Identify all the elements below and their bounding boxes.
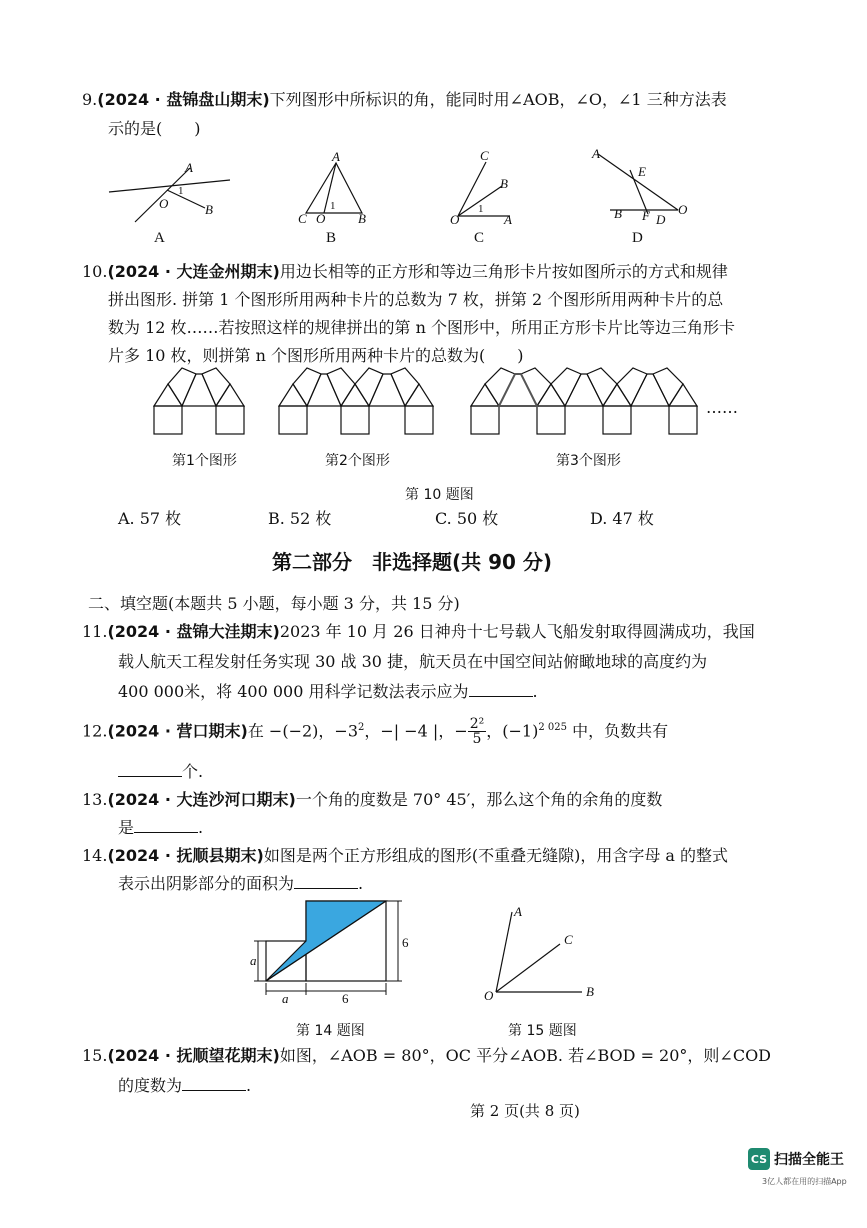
q12-answer-blank[interactable]: [118, 760, 182, 777]
svg-text:F: F: [642, 208, 650, 223]
svg-text:A: A: [504, 212, 512, 227]
section-heading: 二、填空题(本题共 5 小题，每小题 3 分，共 15 分): [88, 594, 460, 613]
q11-line1: 11.(2024 · 盘锦大洼期末)2023 年 10 月 26 日神舟十七号载人飞船发射取得圆满成功，我国: [82, 622, 755, 641]
q10-choice-c: C. 50 枚: [435, 509, 499, 528]
q11-line2: 载人航天工程发射任务实现 30 战 30 捷，航天员在中国空间站俯瞰地球的高度约为: [118, 652, 708, 671]
q13-answer-blank[interactable]: [134, 816, 198, 833]
svg-text:A: A: [332, 149, 340, 164]
q15-answer-blank[interactable]: [182, 1074, 246, 1091]
q15-label-A: A: [514, 904, 522, 919]
scanner-logo-icon: CS: [748, 1148, 770, 1170]
q9-option-d: D: [632, 230, 643, 246]
q14-line1: 14.(2024 · 抚顺县期末)如图是两个正方形组成的图形(不重叠无缝隙)，用含字母 a 的整式: [82, 846, 729, 865]
q10-figure-2: [275, 370, 440, 436]
q15-line2: 的度数为 .: [118, 1076, 252, 1095]
svg-text:B: B: [358, 211, 366, 226]
svg-text:E: E: [638, 164, 646, 179]
q12-fraction: $\frac{\text{2²}}{5}$: [469, 716, 485, 748]
q11-answer-blank[interactable]: [469, 680, 533, 697]
q10-figure-3: [467, 370, 707, 436]
svg-text:C: C: [480, 148, 489, 163]
q12-line1: 12.(2024 · 营口期末)在 −(−2)，$-3^2$，−| −4 |，− $\frac{\text{2²}}{5}$ ，$(-1)^{2 025}$ 中，负数共有: [82, 716, 669, 748]
svg-text:C: C: [298, 211, 307, 226]
q10-choice-d: D. 47 枚: [590, 509, 654, 528]
q10-fig2-label: 第2个图形: [325, 453, 390, 469]
svg-text:O: O: [450, 212, 460, 227]
q10-choice-a: A. 57 枚: [118, 509, 182, 528]
q15-label-C: C: [564, 932, 573, 947]
q13-line2: 是 .: [118, 818, 204, 837]
scanner-tagline: 3亿人都在用的扫描App: [762, 1177, 847, 1186]
q10-fig-caption: 第 10 题图: [405, 487, 474, 503]
svg-text:D: D: [656, 212, 666, 227]
q13-line1: 13.(2024 · 大连沙河口期末)一个角的度数是 70° 45′，那么这个角的余角的度数: [82, 790, 663, 809]
q10-ellipsis: ……: [706, 398, 738, 417]
svg-text:O: O: [316, 211, 326, 226]
svg-text:1: 1: [178, 185, 184, 197]
q9-figure-b: [298, 149, 378, 226]
svg-text:B: B: [205, 202, 213, 217]
q10-choice-b: B. 52 枚: [268, 509, 332, 528]
q11-line3: 400 000米，将 400 000 用科学记数法表示应为 .: [118, 682, 538, 701]
part2-title: 第二部分 非选择题(共 90 分): [272, 550, 553, 574]
scanner-brand: 扫描全能王: [774, 1152, 844, 1168]
svg-text:O: O: [159, 196, 169, 211]
q9-figure-d: [590, 148, 700, 228]
q12-line2: 个.: [118, 758, 203, 786]
q14-label-a-left: a: [250, 953, 257, 968]
svg-text:O: O: [678, 202, 688, 217]
q10-fig1-label: 第1个图形: [172, 453, 237, 469]
q15-fig-caption: 第 15 题图: [508, 1023, 577, 1039]
q10-line2: 拼出图形. 拼第 1 个图形所用两种卡片的总数为 7 枚，拼第 2 个图形所用两种卡片的总: [108, 290, 724, 309]
svg-text:A: A: [592, 146, 600, 161]
q15-label-B: B: [586, 984, 594, 999]
q15-line1: 15.(2024 · 抚顺望花期末)如图，∠AOB = 80°，OC 平分∠AOB. 若∠BOD = 20°，则∠COD: [82, 1046, 772, 1065]
q14-line2: 表示出阴影部分的面积为 .: [118, 874, 364, 893]
q15-label-O: O: [484, 988, 494, 1003]
q14-label-6-right: 6: [402, 935, 409, 950]
q14-figure: [250, 895, 420, 1005]
q9-option-c: C: [474, 230, 485, 246]
q14-fig-caption: 第 14 题图: [296, 1023, 365, 1039]
svg-text:B: B: [614, 206, 622, 221]
q10-line3: 数为 12 枚……若按照这样的规律拼出的第 n 个图形中，所用正方形卡片比等边三角形卡: [108, 318, 736, 337]
q14-label-a-bottom: a: [282, 991, 289, 1006]
page-footer: 第 2 页(共 8 页): [470, 1102, 580, 1120]
q10-line4: 片多 10 枚，则拼第 n 个图形所用两种卡片的总数为( ): [108, 346, 524, 365]
scanner-watermark: [748, 1148, 844, 1170]
svg-text:1: 1: [330, 200, 336, 212]
svg-text:A: A: [185, 160, 193, 175]
q9-line1: 9.(2024 · 盘锦盘山期末)下列图形中所标识的角，能同时用∠AOB，∠O，∠1 三种方法表: [82, 90, 727, 109]
q9-line2: 示的是( ): [108, 119, 201, 138]
q14-answer-blank[interactable]: [294, 872, 358, 889]
svg-text:B: B: [500, 176, 508, 191]
q9-option-a: A: [154, 230, 165, 246]
q10-figure-1: [150, 370, 250, 436]
q10-line1: 10.(2024 · 大连金州期末)用边长相等的正方形和等边三角形卡片按如图所示的方式和规律: [82, 262, 728, 281]
q15-figure: [484, 902, 604, 1002]
q9-figure-c: [450, 150, 530, 225]
q9-figure-a: [105, 150, 235, 220]
q14-label-6-bottom: 6: [342, 991, 349, 1006]
q10-fig3-label: 第3个图形: [556, 453, 621, 469]
svg-text:1: 1: [478, 203, 484, 215]
q9-option-b: B: [326, 230, 337, 246]
